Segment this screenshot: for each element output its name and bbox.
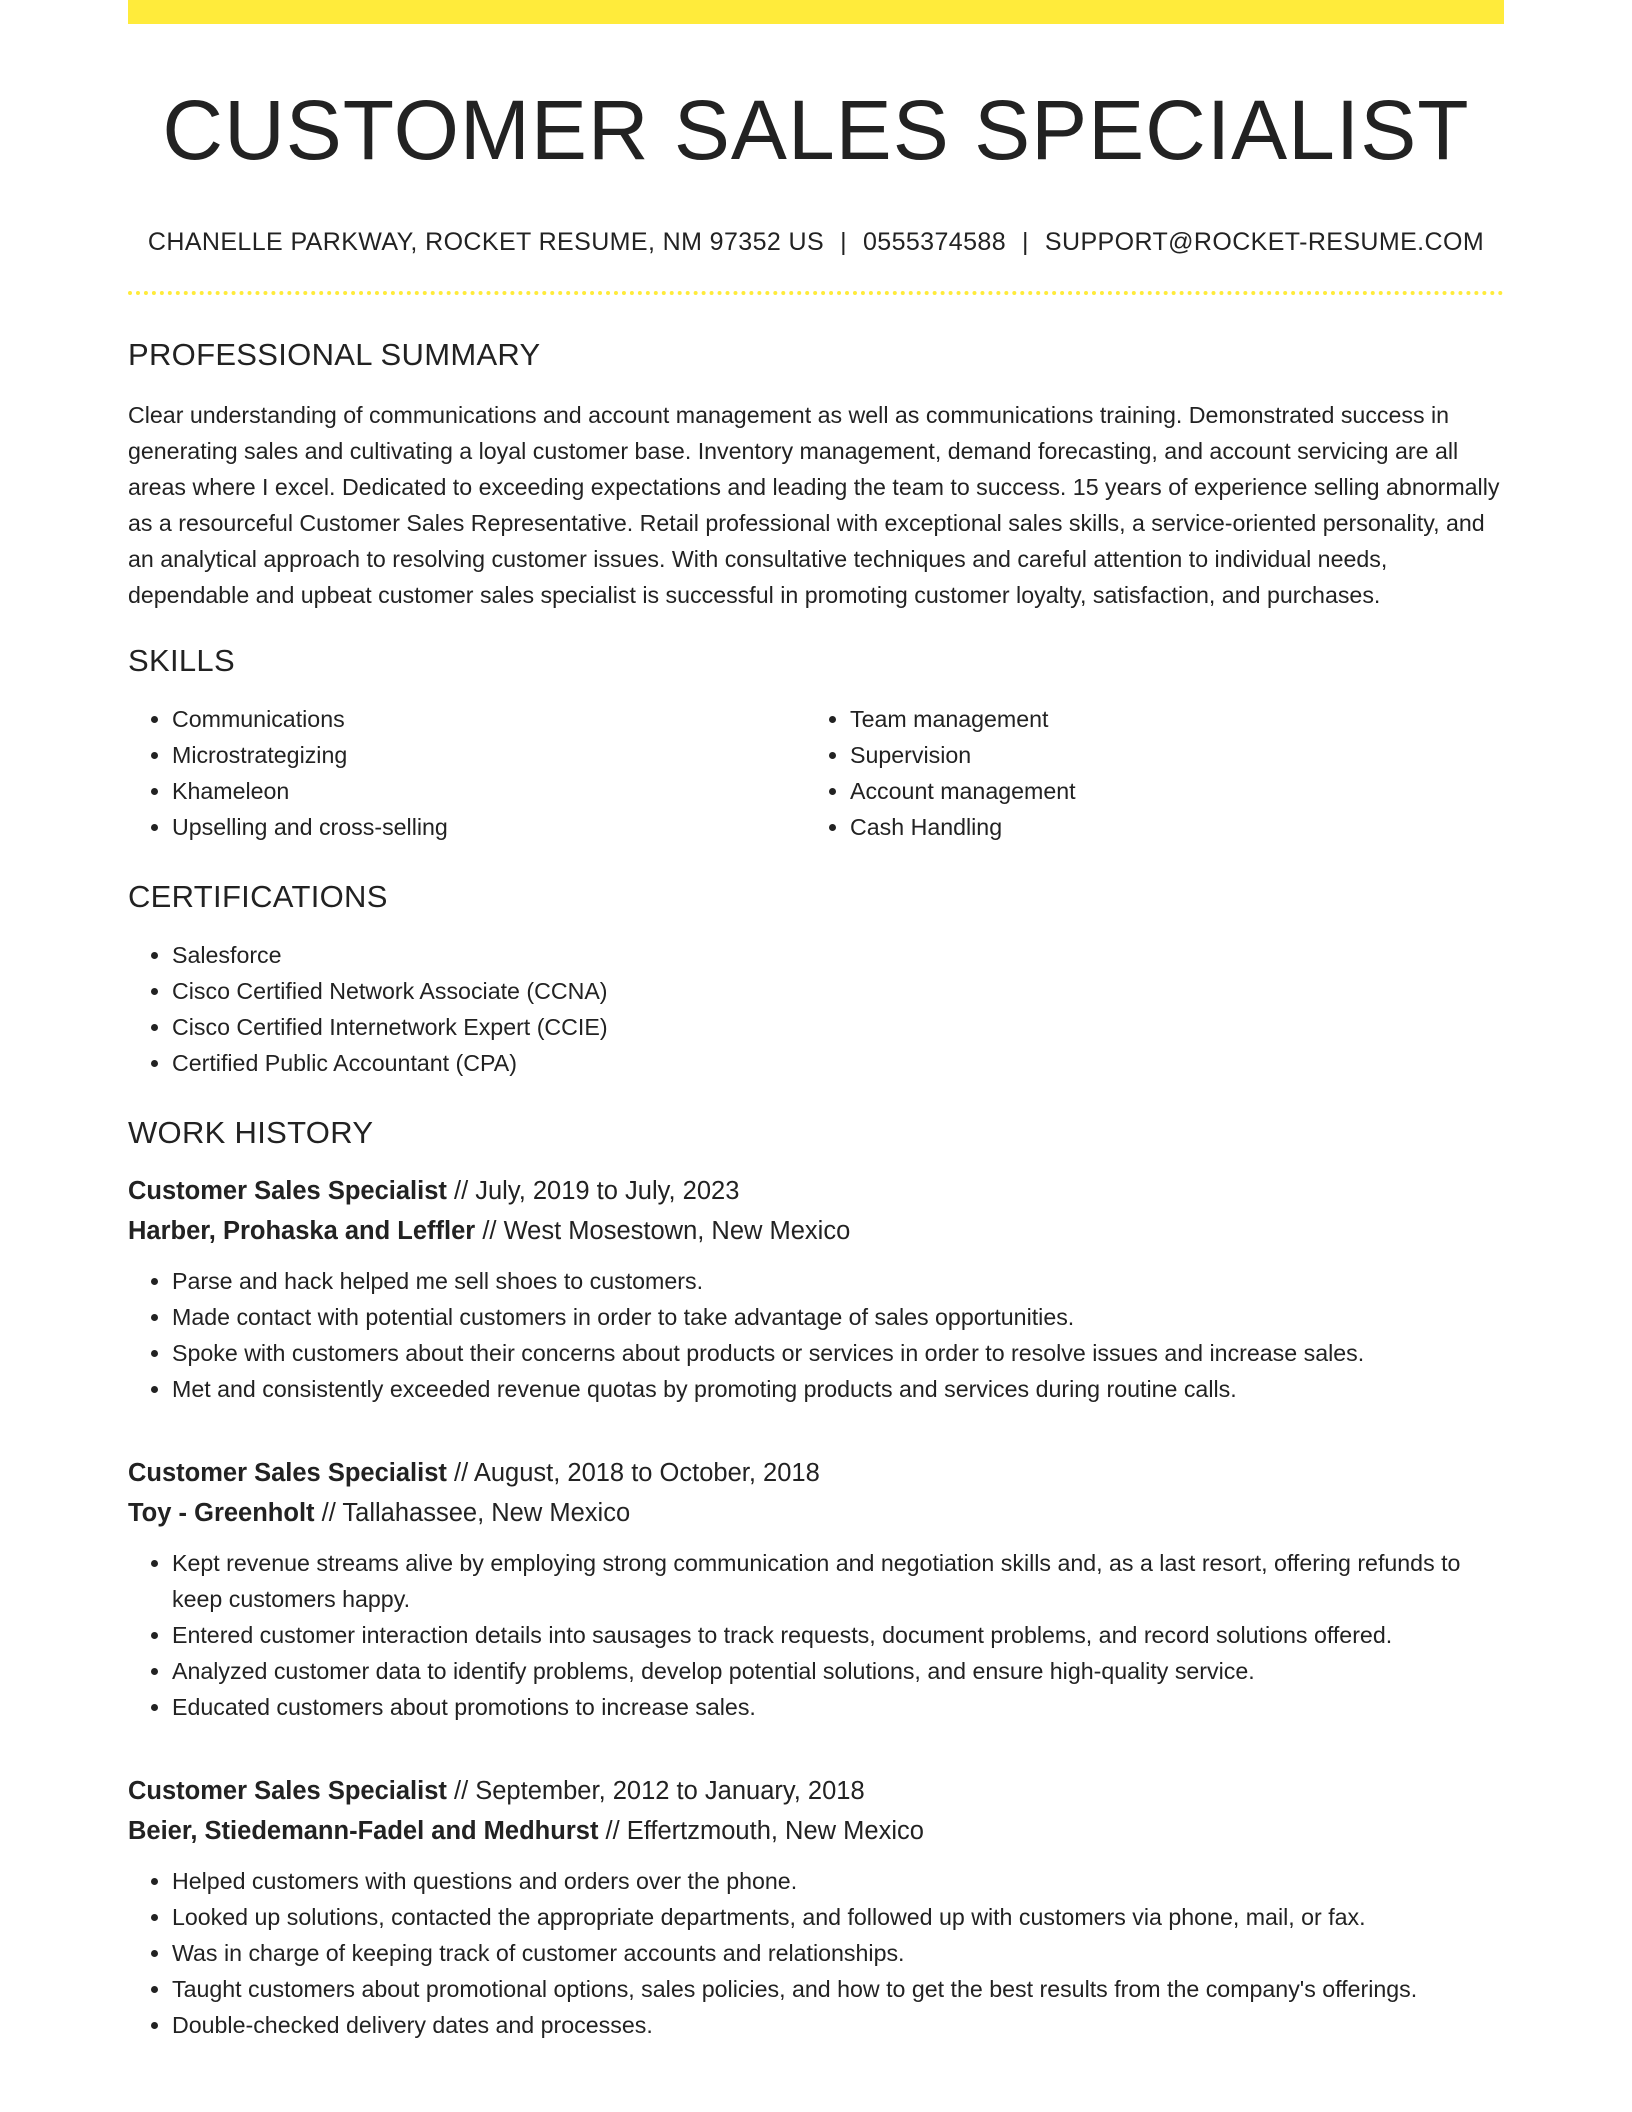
list-item: • Upselling and cross-selling xyxy=(172,809,806,845)
list-item: • Account management xyxy=(850,773,1484,809)
list-item: • Helped customers with questions and orders over the phone. xyxy=(172,1863,1504,1899)
list-item: • Met and consistently exceeded revenue quotas by promoting products and services during routine calls. xyxy=(172,1371,1504,1407)
certifications-heading: CERTIFICATIONS xyxy=(128,879,388,915)
job-company: Beier, Stiedemann-Fadel and Medhurst xyxy=(128,1817,599,1846)
list-item: • Certified Public Accountant (CPA) xyxy=(172,1045,1504,1081)
list-item: • Khameleon xyxy=(172,773,806,809)
contact-email: SUPPORT@ROCKET-RESUME.COM xyxy=(1044,228,1485,257)
dotted-divider xyxy=(128,291,1504,295)
work-history-section xyxy=(128,1115,1504,2043)
job-dates: // September, 2012 to January, 2018 xyxy=(453,1777,865,1806)
job-bullets xyxy=(128,1545,1504,1725)
list-item: • Entered customer interaction details into sausages to track requests, document problems, and record solutions offered. xyxy=(172,1617,1504,1653)
contact-separator: | xyxy=(1022,228,1029,257)
list-item: • Team management xyxy=(850,701,1484,737)
summary-section xyxy=(128,337,1504,613)
list-item: • Kept revenue streams alive by employing strong communication and negotiation skills and, as a last resort, offering refunds to keep customers happy. xyxy=(172,1545,1504,1617)
job-dates: // July, 2019 to July, 2023 xyxy=(453,1177,740,1206)
certifications-section xyxy=(128,879,1504,1081)
list-item: • Microstrategizing xyxy=(172,737,806,773)
contact-phone: 0555374588 xyxy=(862,228,1007,257)
contact-address: CHANELLE PARKWAY, ROCKET RESUME, NM 97352 US xyxy=(147,228,825,257)
job-location: // Tallahassee, New Mexico xyxy=(321,1499,631,1528)
skills-heading: SKILLS xyxy=(128,643,235,679)
list-item: • Analyzed customer data to identify problems, develop potential solutions, and ensure high-quality service. xyxy=(172,1653,1504,1689)
summary-text: Clear understanding of communications and account management as well as communications training. Demonstrated success in generating sales and cultivating a loyal customer base. Inventory management, demand forecasting, and account servicing are all areas where I excel. Dedicated to exceeding expectations and leading the team to success. 15 years of experience selling abnormally as a resourceful Customer Sales Representative. Retail professional with exceptional sales skills, a service-oriented personality, and an analytical approach to resolving customer issues. With consultative techniques and careful attention to individual needs, dependable and upbeat customer sales specialist is successful in promoting customer loyalty, satisfaction, and purchases. xyxy=(128,402,1500,609)
list-item: • Was in charge of keeping track of customer accounts and relationships. xyxy=(172,1935,1504,1971)
resume-page xyxy=(128,0,1504,2043)
work-history-heading: WORK HISTORY xyxy=(128,1115,374,1151)
skills-column-right xyxy=(806,701,1484,845)
contact-separator: | xyxy=(840,228,847,257)
job-title: Customer Sales Specialist xyxy=(128,1459,447,1488)
list-item: • Salesforce xyxy=(172,937,1504,973)
list-item: • Spoke with customers about their concerns about products or services in order to resolve issues and increase sales. xyxy=(172,1335,1504,1371)
job-company: Toy - Greenholt xyxy=(128,1499,315,1528)
skills-grid xyxy=(128,701,1504,845)
summary-heading: PROFESSIONAL SUMMARY xyxy=(128,337,541,373)
job-location: // Effertzmouth, New Mexico xyxy=(605,1817,924,1846)
skills-section xyxy=(128,643,1504,845)
job-company-line xyxy=(128,1211,1504,1251)
job-company-line xyxy=(128,1493,1504,1533)
page-title: CUSTOMER SALES SPECIALIST xyxy=(162,83,1470,177)
job-entry xyxy=(128,1171,1504,1407)
job-entry xyxy=(128,1771,1504,2043)
list-item: • Supervision xyxy=(850,737,1484,773)
list-item: • Cisco Certified Network Associate (CCNA) xyxy=(172,973,1504,1009)
job-bullets xyxy=(128,1263,1504,1407)
list-item: • Looked up solutions, contacted the appropriate departments, and followed up with customers via phone, mail, or fax. xyxy=(172,1899,1504,1935)
job-company: Harber, Prohaska and Leffler xyxy=(128,1217,476,1246)
list-item: • Communications xyxy=(172,701,806,737)
job-entry xyxy=(128,1453,1504,1725)
job-dates: // August, 2018 to October, 2018 xyxy=(453,1459,820,1488)
accent-bar xyxy=(128,0,1504,24)
list-item: • Made contact with potential customers in order to take advantage of sales opportunities. xyxy=(172,1299,1504,1335)
list-item: • Educated customers about promotions to increase sales. xyxy=(172,1689,1504,1725)
job-title-line xyxy=(128,1171,1504,1211)
list-item: • Taught customers about promotional options, sales policies, and how to get the best results from the company's offerings. xyxy=(172,1971,1504,2007)
job-bullets xyxy=(128,1863,1504,2043)
contact-line xyxy=(128,228,1504,257)
skills-list-right xyxy=(806,701,1484,845)
job-company-line xyxy=(128,1811,1504,1851)
skills-list-left xyxy=(128,701,806,845)
skills-column-left xyxy=(128,701,806,845)
job-title-line xyxy=(128,1771,1504,1811)
job-title-line xyxy=(128,1453,1504,1493)
list-item: • Double-checked delivery dates and processes. xyxy=(172,2007,1504,2043)
job-location: // West Mosestown, New Mexico xyxy=(482,1217,851,1246)
job-title: Customer Sales Specialist xyxy=(128,1177,447,1206)
list-item: • Cash Handling xyxy=(850,809,1484,845)
list-item: • Cisco Certified Internetwork Expert (CCIE) xyxy=(172,1009,1504,1045)
job-title: Customer Sales Specialist xyxy=(128,1777,447,1806)
list-item: • Parse and hack helped me sell shoes to customers. xyxy=(172,1263,1504,1299)
certifications-list xyxy=(128,937,1504,1081)
